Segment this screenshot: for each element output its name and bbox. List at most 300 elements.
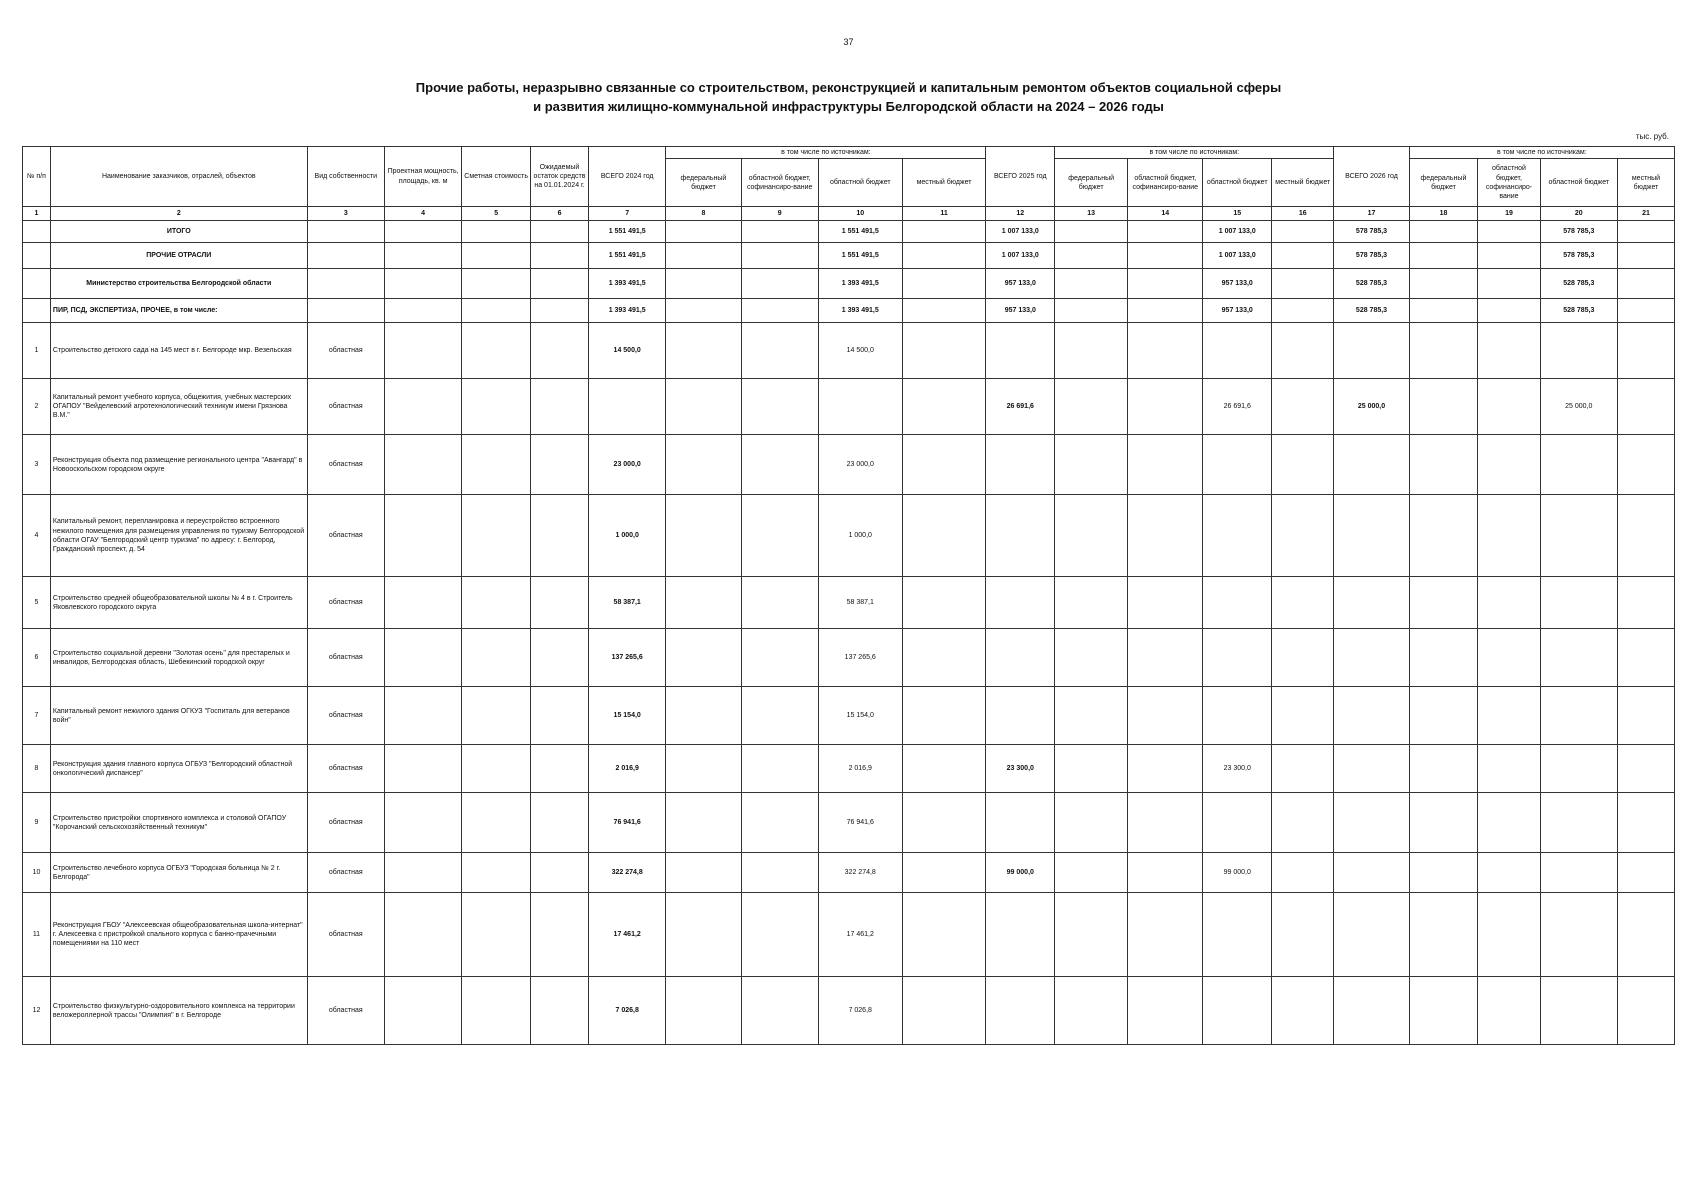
table-cell	[741, 793, 818, 853]
table-cell	[1409, 893, 1478, 977]
table-cell	[1272, 977, 1334, 1045]
table-cell	[462, 745, 531, 793]
table-cell	[384, 269, 461, 299]
total-2024: 1 551 491,5	[589, 243, 666, 269]
table-cell	[902, 323, 986, 379]
table-cell	[666, 793, 741, 853]
header-total-2024: ВСЕГО 2024 год	[589, 147, 666, 207]
table-cell	[23, 221, 51, 243]
regional-2024: 137 265,6	[818, 629, 902, 687]
regional-2024: 23 000,0	[818, 435, 902, 495]
table-cell	[1128, 435, 1203, 495]
table-cell	[384, 629, 461, 687]
column-number: 20	[1540, 207, 1617, 221]
regional-2024: 17 461,2	[818, 893, 902, 977]
row-name: Строительство лечебного корпуса ОГБУЗ "Городская больница № 2 г. Белгорода"	[50, 853, 307, 893]
table-cell	[902, 745, 986, 793]
table-cell	[462, 977, 531, 1045]
total-2024: 14 500,0	[589, 323, 666, 379]
header-regional-cofin: областной бюджет, софинансиро-вание	[1128, 159, 1203, 207]
header-regional-cofin: областной бюджет, софинансиро-вание	[1478, 159, 1540, 207]
table-cell	[1409, 299, 1478, 323]
regional-2026: 528 785,3	[1540, 269, 1617, 299]
table-cell	[741, 243, 818, 269]
table-cell	[462, 379, 531, 435]
table-cell	[384, 977, 461, 1045]
table-cell	[462, 853, 531, 893]
table-cell	[1128, 745, 1203, 793]
table-cell	[1617, 495, 1674, 577]
table-cell	[1272, 435, 1334, 495]
column-number: 13	[1055, 207, 1128, 221]
table-cell	[1128, 495, 1203, 577]
summary-row	[23, 221, 1675, 243]
table-cell	[1128, 853, 1203, 893]
table-cell	[741, 435, 818, 495]
table-cell	[384, 299, 461, 323]
regional-2025	[1203, 629, 1272, 687]
regional-2026	[1540, 323, 1617, 379]
table-row	[23, 379, 1675, 435]
table-cell	[462, 299, 531, 323]
table-cell	[462, 577, 531, 629]
header-federal: федеральный бюджет	[666, 159, 741, 207]
column-number: 17	[1334, 207, 1409, 221]
table-cell	[1617, 687, 1674, 745]
regional-2026	[1540, 853, 1617, 893]
table-cell	[1128, 629, 1203, 687]
header-sources-2024: в том числе по источникам:	[666, 147, 986, 159]
title-line-2: и развития жилищно-коммунальной инфраструктуры Белгородской области на 2024 – 2026 годы	[533, 99, 1164, 114]
total-2026	[1334, 323, 1409, 379]
table-cell	[1055, 221, 1128, 243]
table-cell	[1055, 745, 1128, 793]
table-cell	[531, 269, 589, 299]
row-name: Капитальный ремонт нежилого здания ОГКУЗ "Госпиталь для ветеранов войн"	[50, 687, 307, 745]
table-cell	[1272, 323, 1334, 379]
table-cell	[666, 299, 741, 323]
table-row	[23, 435, 1675, 495]
table-cell	[531, 435, 589, 495]
total-2024: 76 941,6	[589, 793, 666, 853]
page-number: 37	[843, 37, 854, 47]
regional-2024: 76 941,6	[818, 793, 902, 853]
table-cell	[1617, 577, 1674, 629]
table-row	[23, 793, 1675, 853]
header-remainder: Ожидаемый остаток средств на 01.01.2024 г.	[531, 147, 589, 207]
table-cell	[902, 577, 986, 629]
table-cell	[741, 221, 818, 243]
table-cell	[1409, 495, 1478, 577]
table-cell	[1478, 221, 1540, 243]
table-cell	[462, 495, 531, 577]
table-cell	[384, 323, 461, 379]
table-cell	[307, 243, 384, 269]
table-cell	[902, 853, 986, 893]
table-cell	[1409, 379, 1478, 435]
header-name: Наименование заказчиков, отраслей, объектов	[50, 147, 307, 207]
table-cell	[462, 687, 531, 745]
total-2024	[589, 379, 666, 435]
table-cell	[741, 687, 818, 745]
table-cell	[666, 853, 741, 893]
table-cell	[1617, 629, 1674, 687]
total-2026: 25 000,0	[1334, 379, 1409, 435]
table-cell	[1409, 269, 1478, 299]
table-cell	[1272, 893, 1334, 977]
ownership: областная	[307, 793, 384, 853]
table-cell	[384, 495, 461, 577]
table-cell	[1478, 687, 1540, 745]
table-cell	[741, 299, 818, 323]
regional-2025: 26 691,6	[1203, 379, 1272, 435]
table-cell	[1478, 893, 1540, 977]
row-name: Реконструкция ГБОУ "Алексеевская общеобразовательная школа-интернат" г. Алексеевка с пристройкой спального корпуса с банно-прачечными помещениями на 110 мест	[50, 893, 307, 977]
regional-2026	[1540, 745, 1617, 793]
table-cell	[1617, 893, 1674, 977]
total-2025: 99 000,0	[986, 853, 1055, 893]
row-number: 8	[23, 745, 51, 793]
regional-2026: 578 785,3	[1540, 243, 1617, 269]
table-cell	[902, 269, 986, 299]
row-number: 4	[23, 495, 51, 577]
column-number: 12	[986, 207, 1055, 221]
ownership: областная	[307, 977, 384, 1045]
table-cell	[1055, 853, 1128, 893]
table-cell	[23, 243, 51, 269]
table-cell	[666, 977, 741, 1045]
table-cell	[1128, 221, 1203, 243]
total-2026	[1334, 495, 1409, 577]
total-2024: 1 393 491,5	[589, 269, 666, 299]
table-cell	[462, 793, 531, 853]
table-cell	[384, 745, 461, 793]
total-2024: 322 274,8	[589, 853, 666, 893]
table-cell	[1128, 793, 1203, 853]
column-number: 18	[1409, 207, 1478, 221]
table-cell	[902, 435, 986, 495]
table-cell	[1478, 577, 1540, 629]
table-cell	[1055, 687, 1128, 745]
table-cell	[531, 687, 589, 745]
row-name: Министерство строительства Белгородской области	[50, 269, 307, 299]
total-2024: 23 000,0	[589, 435, 666, 495]
total-2026	[1334, 435, 1409, 495]
regional-2025: 1 007 133,0	[1203, 221, 1272, 243]
total-2024: 7 026,8	[589, 977, 666, 1045]
table-cell	[902, 687, 986, 745]
table-cell	[666, 495, 741, 577]
total-2025	[986, 495, 1055, 577]
table-row	[23, 893, 1675, 977]
table-cell	[1055, 893, 1128, 977]
table-cell	[1617, 853, 1674, 893]
table-cell	[462, 323, 531, 379]
page-title	[0, 78, 1697, 116]
column-number: 5	[462, 207, 531, 221]
row-name: Реконструкция объекта под размещение регионального центра "Авангард" в Новооскольском городском округе	[50, 435, 307, 495]
table-cell	[666, 893, 741, 977]
table-cell	[384, 893, 461, 977]
table-cell	[1478, 435, 1540, 495]
table-cell	[531, 793, 589, 853]
total-2025	[986, 893, 1055, 977]
table-cell	[1272, 853, 1334, 893]
column-number: 4	[384, 207, 461, 221]
regional-2026: 25 000,0	[1540, 379, 1617, 435]
column-number: 8	[666, 207, 741, 221]
table-cell	[1478, 379, 1540, 435]
table-cell	[531, 853, 589, 893]
ownership: областная	[307, 577, 384, 629]
regional-2026	[1540, 629, 1617, 687]
table-cell	[1478, 323, 1540, 379]
regional-2025: 99 000,0	[1203, 853, 1272, 893]
table-row	[23, 977, 1675, 1045]
table-cell	[902, 893, 986, 977]
column-number: 9	[741, 207, 818, 221]
table-cell	[531, 221, 589, 243]
table-cell	[1409, 243, 1478, 269]
table-cell	[902, 299, 986, 323]
column-number: 7	[589, 207, 666, 221]
regional-2026: 528 785,3	[1540, 299, 1617, 323]
regional-2025: 957 133,0	[1203, 269, 1272, 299]
total-2026	[1334, 745, 1409, 793]
row-name: Строительство пристройки спортивного комплекса и столовой ОГАПОУ "Корочанский сельскохозяйственный техникум"	[50, 793, 307, 853]
column-number: 2	[50, 207, 307, 221]
total-2024: 1 393 491,5	[589, 299, 666, 323]
table-cell	[1128, 577, 1203, 629]
row-number: 3	[23, 435, 51, 495]
table-cell	[1128, 977, 1203, 1045]
row-number: 10	[23, 853, 51, 893]
table-cell	[462, 243, 531, 269]
table-cell	[1409, 977, 1478, 1045]
total-2024: 17 461,2	[589, 893, 666, 977]
table-cell	[666, 269, 741, 299]
table-cell	[666, 379, 741, 435]
table-cell	[1617, 243, 1674, 269]
regional-2026	[1540, 495, 1617, 577]
title-line-1: Прочие работы, неразрывно связанные со строительством, реконструкцией и капитальным ремонтом объектов социальной сферы	[415, 80, 1282, 95]
row-name: Строительство социальной деревни "Золотая осень" для престарелых и инвалидов, Белгородская область, Шебекинский городской округ	[50, 629, 307, 687]
table-cell	[1055, 379, 1128, 435]
header-sources-2025: в том числе по источникам:	[1055, 147, 1334, 159]
regional-2026	[1540, 977, 1617, 1045]
table-cell	[531, 577, 589, 629]
table-cell	[531, 495, 589, 577]
table-cell	[666, 629, 741, 687]
total-2025	[986, 435, 1055, 495]
table-cell	[531, 323, 589, 379]
table-cell	[462, 629, 531, 687]
table-cell	[1128, 379, 1203, 435]
column-number: 3	[307, 207, 384, 221]
regional-2025	[1203, 893, 1272, 977]
table-cell	[384, 687, 461, 745]
table-cell	[384, 853, 461, 893]
table-cell	[462, 221, 531, 243]
regional-2024: 1 393 491,5	[818, 269, 902, 299]
table-cell	[1272, 269, 1334, 299]
regional-2025	[1203, 435, 1272, 495]
header-federal: федеральный бюджет	[1409, 159, 1478, 207]
column-number: 6	[531, 207, 589, 221]
table-cell	[1128, 299, 1203, 323]
regional-2025	[1203, 793, 1272, 853]
table-cell	[1478, 629, 1540, 687]
table-cell	[1409, 221, 1478, 243]
total-2025: 957 133,0	[986, 269, 1055, 299]
total-2026: 578 785,3	[1334, 221, 1409, 243]
table-cell	[1409, 629, 1478, 687]
table-cell	[1617, 299, 1674, 323]
regional-2026	[1540, 893, 1617, 977]
row-number: 1	[23, 323, 51, 379]
regional-2026	[1540, 577, 1617, 629]
regional-2025	[1203, 323, 1272, 379]
regional-2025	[1203, 687, 1272, 745]
regional-2024: 7 026,8	[818, 977, 902, 1045]
table-cell	[1478, 977, 1540, 1045]
header-total-2025: ВСЕГО 2025 год	[986, 147, 1055, 207]
regional-2024	[818, 379, 902, 435]
total-2024: 58 387,1	[589, 577, 666, 629]
table-cell	[307, 299, 384, 323]
row-name: Строительство детского сада на 145 мест в г. Белгороде мкр. Везельская	[50, 323, 307, 379]
row-name: Строительство средней общеобразовательной школы № 4 в г. Строитель Яковлевского городского округа	[50, 577, 307, 629]
table-cell	[384, 793, 461, 853]
regional-2026	[1540, 687, 1617, 745]
table-cell	[1128, 323, 1203, 379]
table-cell	[741, 853, 818, 893]
table-cell	[1478, 243, 1540, 269]
table-cell	[666, 745, 741, 793]
ownership: областная	[307, 893, 384, 977]
table-cell	[1055, 629, 1128, 687]
table-cell	[462, 893, 531, 977]
table-cell	[1055, 495, 1128, 577]
table-cell	[531, 299, 589, 323]
table-cell	[384, 577, 461, 629]
table-cell	[1617, 435, 1674, 495]
table-cell	[1055, 793, 1128, 853]
total-2026	[1334, 853, 1409, 893]
table-cell	[1478, 793, 1540, 853]
table-cell	[741, 745, 818, 793]
ownership: областная	[307, 687, 384, 745]
total-2025: 957 133,0	[986, 299, 1055, 323]
total-2026	[1334, 629, 1409, 687]
table-cell	[1478, 269, 1540, 299]
table-cell	[1409, 853, 1478, 893]
table-cell	[666, 687, 741, 745]
table-cell	[902, 379, 986, 435]
table-cell	[1055, 299, 1128, 323]
regional-2025: 957 133,0	[1203, 299, 1272, 323]
table-cell	[1272, 687, 1334, 745]
row-name: ПРОЧИЕ ОТРАСЛИ	[50, 243, 307, 269]
table-cell	[1272, 299, 1334, 323]
regional-2025	[1203, 577, 1272, 629]
total-2026	[1334, 687, 1409, 745]
table-cell	[307, 221, 384, 243]
table-cell	[1617, 745, 1674, 793]
row-number: 6	[23, 629, 51, 687]
total-2024: 15 154,0	[589, 687, 666, 745]
ownership: областная	[307, 379, 384, 435]
total-2026	[1334, 893, 1409, 977]
table-cell	[741, 269, 818, 299]
table-cell	[1478, 745, 1540, 793]
table-cell	[1272, 745, 1334, 793]
table-cell	[23, 299, 51, 323]
ownership: областная	[307, 435, 384, 495]
column-number: 16	[1272, 207, 1334, 221]
summary-row	[23, 243, 1675, 269]
regional-2026	[1540, 793, 1617, 853]
table-cell	[1478, 299, 1540, 323]
total-2026	[1334, 977, 1409, 1045]
row-name: Реконструкция здания главного корпуса ОГБУЗ "Белгородский областной онкологический диспансер"	[50, 745, 307, 793]
table-cell	[307, 269, 384, 299]
regional-2024: 1 551 491,5	[818, 243, 902, 269]
header-regional: областной бюджет	[1540, 159, 1617, 207]
row-number: 7	[23, 687, 51, 745]
table-row	[23, 495, 1675, 577]
table-cell	[1272, 577, 1334, 629]
summary-row	[23, 269, 1675, 299]
ownership: областная	[307, 495, 384, 577]
table-cell	[1409, 323, 1478, 379]
table-cell	[902, 793, 986, 853]
regional-2025: 1 007 133,0	[1203, 243, 1272, 269]
table-cell	[1617, 977, 1674, 1045]
row-number: 5	[23, 577, 51, 629]
ownership: областная	[307, 629, 384, 687]
total-2025: 26 691,6	[986, 379, 1055, 435]
table-cell	[741, 977, 818, 1045]
units-label: тыс. руб.	[1635, 132, 1669, 141]
table-cell	[531, 243, 589, 269]
header-regional: областной бюджет	[818, 159, 902, 207]
header-regional: областной бюджет	[1203, 159, 1272, 207]
table-cell	[1055, 577, 1128, 629]
table-cell	[531, 893, 589, 977]
table-cell	[1409, 577, 1478, 629]
table-row	[23, 577, 1675, 629]
column-number: 10	[818, 207, 902, 221]
table-cell	[1055, 323, 1128, 379]
total-2025: 23 300,0	[986, 745, 1055, 793]
table-cell	[1617, 323, 1674, 379]
column-number: 19	[1478, 207, 1540, 221]
total-2025	[986, 793, 1055, 853]
row-number: 2	[23, 379, 51, 435]
table-cell	[531, 379, 589, 435]
table-cell	[1128, 243, 1203, 269]
table-row	[23, 629, 1675, 687]
table-cell	[902, 221, 986, 243]
total-2024: 137 265,6	[589, 629, 666, 687]
regional-2026: 578 785,3	[1540, 221, 1617, 243]
table-cell	[462, 435, 531, 495]
total-2025: 1 007 133,0	[986, 243, 1055, 269]
table-cell	[902, 495, 986, 577]
table-row	[23, 323, 1675, 379]
table-cell	[666, 577, 741, 629]
